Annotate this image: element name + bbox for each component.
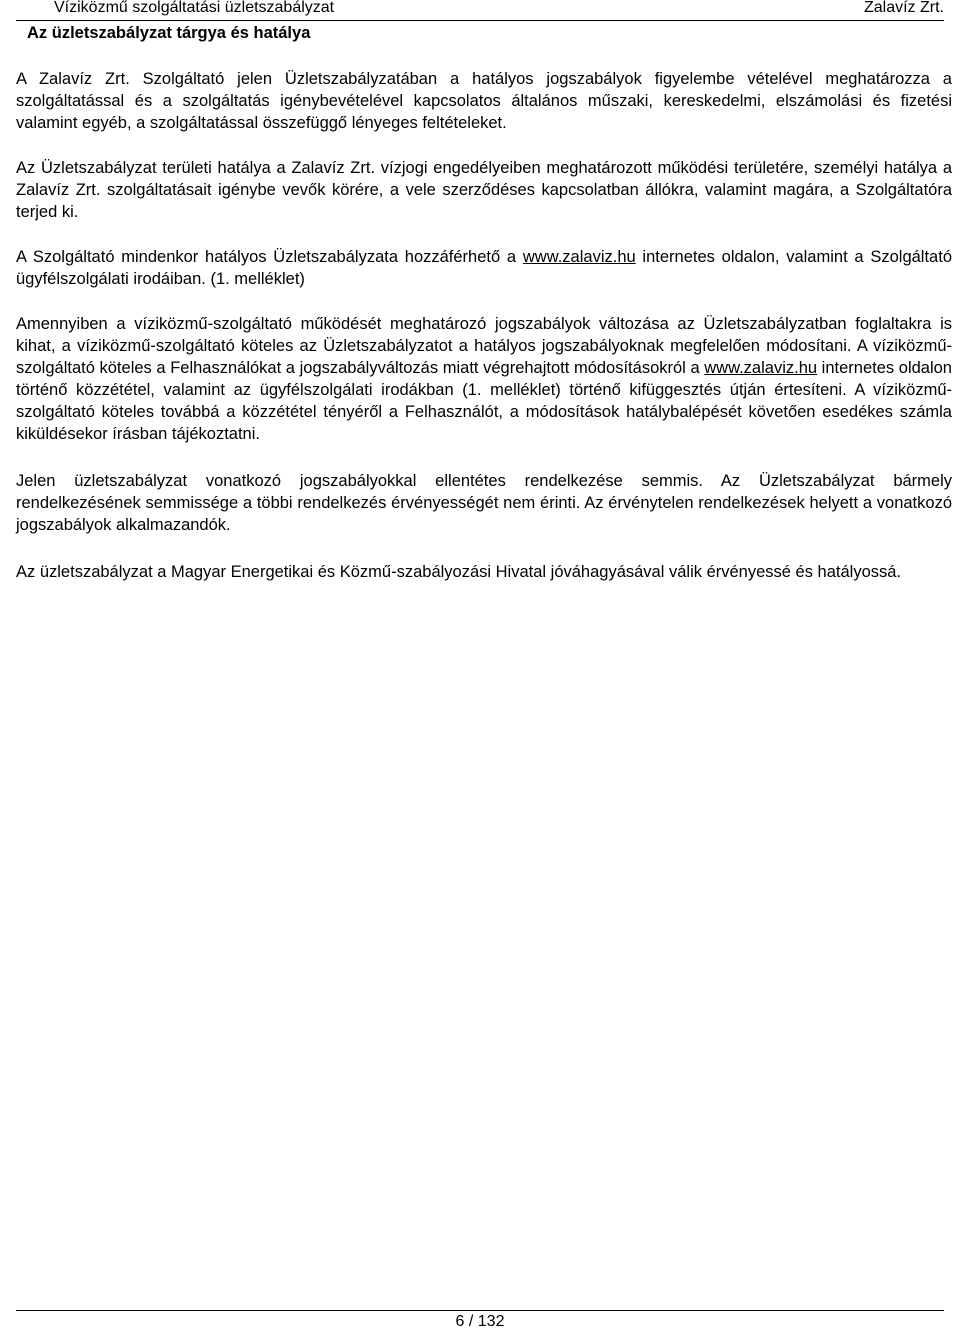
paragraph-amendments xyxy=(16,313,952,445)
footer-divider xyxy=(16,1310,944,1311)
header-document-title: Víziközmű szolgáltatási üzletszabályzat xyxy=(54,0,335,16)
paragraph-scope: A Zalavíz Zrt. Szolgáltató jelen Üzletszabályzatában a hatályos jogszabályok figyelembe vételével meghatározza a szolgáltatással és a szolgáltatás igénybevételével kapcsolatos általános műszaki, kereskedelmi, elszámolási és fizetési valamint egyéb, a szolgáltatással összefüggő lényeges feltételeket. xyxy=(16,70,952,132)
paragraph-nullity: Jelen üzletszabályzat vonatkozó jogszabályokkal ellentétes rendelkezése semmis. Az Üzletszabályzat bármely rendelkezésének semmissége a többi rendelkezés érvényességét nem érinti. Az érvénytelen rendelkezések helyett a vonatkozó jogszabályok alkalmazandók. xyxy=(16,472,952,534)
paragraph-availability-text-before: A Szolgáltató mindenkor hatályos Üzletszabályzata hozzáférhető a xyxy=(16,248,523,266)
page-header xyxy=(16,0,944,21)
paragraph-amendments-text-before: Amennyiben a víziközmű-szolgáltató működését meghatározó jogszabályok változása az Üzletszabályzatban foglaltakra is kihat, a víziközmű-szolgáltató köteles az Üzletszabályzatot a hatályos jogszabályoknak megfelelően módosítani. A víziközmű-szolgáltató köteles a Felhasználókat a jogszabályváltozás miatt végrehajtott módosításokról a xyxy=(16,315,952,377)
header-company-name: Zalavíz Zrt. xyxy=(863,0,944,16)
paragraph-amendments-text-after: internetes oldalon történő közzététel, valamint az ügyfélszolgálati irodákban (1. melléklet) történő kifüggesztés útján értesíteni. A víziközmű-szolgáltató köteles továbbá a közzététel tényéről a Felhasználót, a módosítások hatálybalépését követően esedékes számla kiküldésekor írásban tájékoztatni. xyxy=(16,359,952,443)
paragraph-availability xyxy=(16,246,952,290)
paragraph-territorial-scope: Az Üzletszabályzat területi hatálya a Zalavíz Zrt. vízjogi engedélyeiben meghatározott működési területére, személyi hatálya a Zalavíz Zrt. szolgáltatásait igénybe vevők körére, a vele szerződéses kapcsolatban állókra, valamint magára, a Szolgáltatóra terjed ki. xyxy=(16,159,952,221)
section-title: Az üzletszabályzat tárgya és hatálya xyxy=(27,24,311,42)
website-link[interactable]: www.zalaviz.hu xyxy=(522,248,636,266)
website-link-amendments[interactable]: www.zalaviz.hu xyxy=(704,359,818,377)
page-number: 6 / 132 xyxy=(455,1313,505,1330)
paragraph-availability-text-after: internetes oldalon, valamint a Szolgáltató ügyfélszolgálati irodáiban. (1. melléklet) xyxy=(16,248,952,288)
document-body xyxy=(16,68,952,608)
paragraph-approval: Az üzletszabályzat a Magyar Energetikai és Közmű-szabályozási Hivatal jóváhagyásával válik érvényessé és hatályossá. xyxy=(16,563,902,581)
